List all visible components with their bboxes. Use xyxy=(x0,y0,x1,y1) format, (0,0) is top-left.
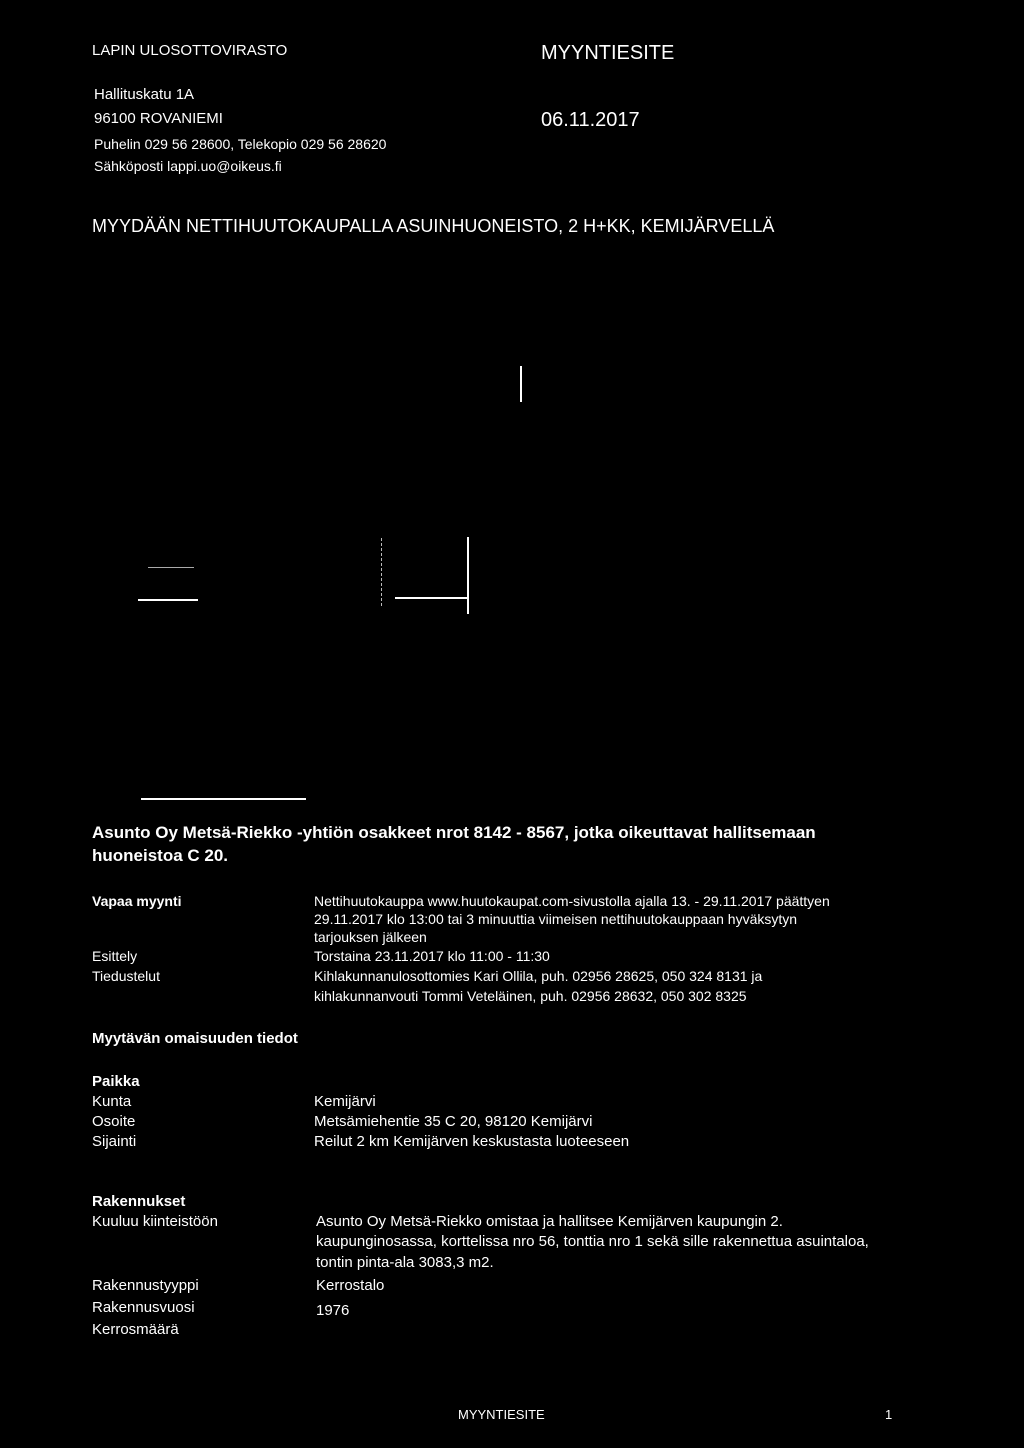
property-line-1: Asunto Oy Metsä-Riekko omistaa ja hallitsee Kemijärven kaupungin 2. xyxy=(316,1213,783,1230)
sale-headline: MYYDÄÄN NETTIHUUTOKAUPALLA ASUINHUONEISTO, 2 H+KK, KEMIJÄRVELLÄ xyxy=(92,216,775,236)
address-value: Metsämiehentie 35 C 20, 98120 Kemijärvi xyxy=(314,1113,593,1130)
artifact-line xyxy=(381,538,382,606)
page-number: 1 xyxy=(885,1407,893,1422)
agency-name: LAPIN ULOSOTTOVIRASTO xyxy=(92,42,288,59)
footer-document-type: MYYNTIESITE xyxy=(458,1407,545,1422)
property-line-2: kaupunginosassa, korttelissa nro 56, tonttia nro 1 sekä sille rakennettua asuintaloa, xyxy=(316,1233,869,1250)
situation-label: Sijainti xyxy=(92,1133,137,1150)
artifact-line xyxy=(141,798,306,800)
inquiries-label: Tiedustelut xyxy=(92,968,160,984)
situation-value: Reilut 2 km Kemijärven keskustasta luoteeseen xyxy=(314,1133,630,1150)
municipality-value: Kemijärvi xyxy=(314,1093,376,1110)
building-type-label: Rakennustyyppi xyxy=(92,1277,199,1294)
sale-line-3: tarjouksen jälkeen xyxy=(314,929,427,945)
description-line-2: huoneistoa C 20. xyxy=(92,846,229,865)
viewing-value: Torstaina 23.11.2017 klo 11:00 - 11:30 xyxy=(314,948,550,964)
sale-line-1: Nettihuutokauppa www.huutokaupat.com-sivustolla ajalla 13. - 29.11.2017 päättyen xyxy=(314,893,830,909)
buildings-heading: Rakennukset xyxy=(92,1193,186,1210)
agency-city: 96100 ROVANIEMI xyxy=(94,110,223,127)
municipality-label: Kunta xyxy=(92,1093,132,1110)
floor-count-label: Kerrosmäärä xyxy=(92,1321,179,1338)
document-date: 06.11.2017 xyxy=(541,109,640,131)
description-line-1: Asunto Oy Metsä-Riekko -yhtiön osakkeet nrot 8142 - 8567, jotka oikeuttavat hallitsemaan xyxy=(92,823,816,842)
agency-address: Hallituskatu 1A xyxy=(94,86,195,103)
property-line-3: tontin pinta-ala 3083,3 m2. xyxy=(316,1254,494,1271)
property-label: Kuuluu kiinteistöön xyxy=(92,1213,218,1230)
viewing-label: Esittely xyxy=(92,948,138,964)
build-year-value: 1976 xyxy=(316,1302,350,1319)
address-label: Osoite xyxy=(92,1113,136,1130)
sale-line-2: 29.11.2017 klo 13:00 tai 3 minuuttia viimeisen nettihuutokauppaan hyväksytyn xyxy=(314,911,798,927)
artifact-line xyxy=(148,567,194,568)
artifact-line xyxy=(520,366,522,402)
sale-label: Vapaa myynti xyxy=(92,893,182,909)
inquiries-line-2: kihlakunnanvouti Tommi Veteläinen, puh. 02956 28632, 050 302 8325 xyxy=(314,988,747,1004)
location-heading: Paikka xyxy=(92,1073,140,1090)
artifact-line xyxy=(467,537,469,614)
build-year-label: Rakennusvuosi xyxy=(92,1299,195,1316)
document-type: MYYNTIESITE xyxy=(541,42,675,64)
property-section-heading: Myytävän omaisuuden tiedot xyxy=(92,1030,298,1047)
artifact-line xyxy=(395,597,467,599)
agency-phone: Puhelin 029 56 28600, Telekopio 029 56 28620 xyxy=(94,136,387,152)
artifact-line xyxy=(138,599,198,601)
inquiries-line-1: Kihlakunnanulosottomies Kari Ollila, puh. 02956 28625, 050 324 8131 ja xyxy=(314,968,763,984)
building-type-value: Kerrostalo xyxy=(316,1277,385,1294)
agency-email: Sähköposti lappi.uo@oikeus.fi xyxy=(94,158,282,174)
